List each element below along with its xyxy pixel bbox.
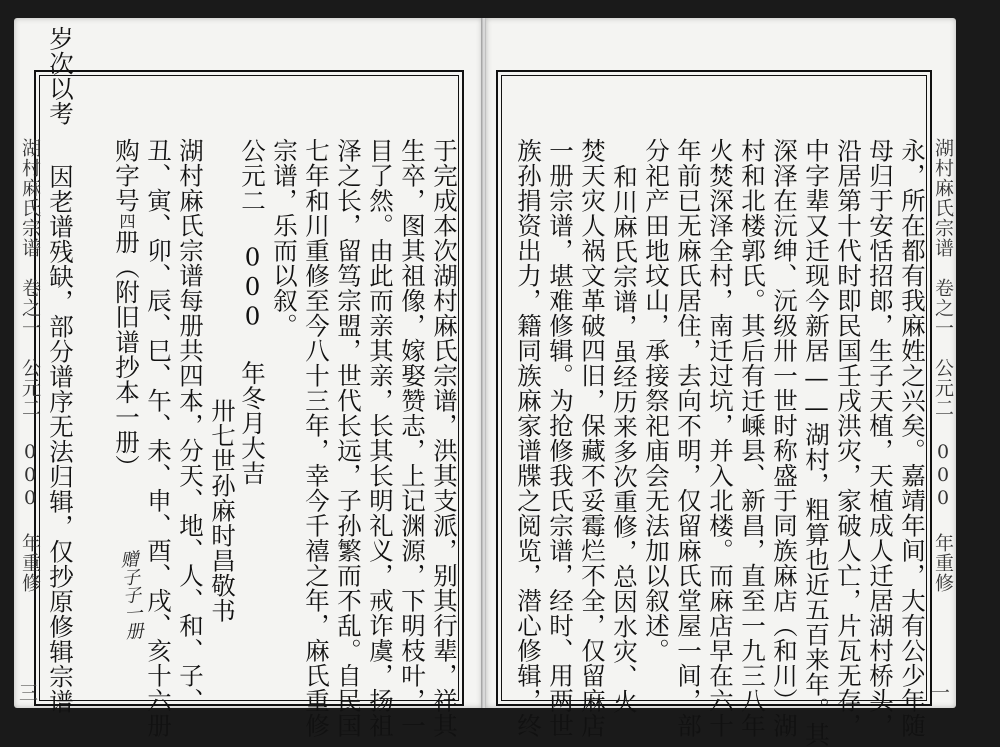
- text-column: 族孙捐资出力，籍同族麻家谱牒之阅览，潜心修辑，终: [514, 138, 543, 738]
- left-page: [14, 18, 482, 738]
- purchase-line: [114, 138, 139, 480]
- text-column: 火焚深泽全村，南迁过坑，并入北楼。而麻店早在六十: [706, 138, 735, 738]
- text-column: 和川麻氏宗谱，虽经历来多次重修，总因水灾、火: [610, 164, 639, 714]
- text-column: 中字辈又迁现今新居——湖村，粗算也近五百来年。其: [802, 138, 831, 747]
- text-column: 宗谱，乐而以叙。: [270, 138, 299, 338]
- text-column: 年前已无麻氏居住，去向不明，仅留麻氏堂屋一间，部: [674, 138, 703, 738]
- text-column: 深泽在沅绅、沅级卅一世时称盛于同族麻店（和川）湖: [770, 138, 799, 738]
- text-column: 分祀产田地坟山，承接祭祀庙会无法加以叙述。: [642, 138, 671, 663]
- purchase-number: 四: [117, 213, 136, 230]
- signature-line: 卅七世孙麻时昌敬书: [208, 398, 237, 623]
- text-column: 七年和川重修至今八十三年，幸今千禧之年，麻氏重修: [302, 138, 331, 738]
- text-column: 目了然。由此而亲其亲，长其长明礼义，戒诈虞，扬祖: [366, 138, 395, 738]
- year-note: 岁次以考: [46, 26, 75, 126]
- text-column: 母归于安恬招郎，生子天植，天植成人迁居湖村桥头，: [866, 138, 895, 738]
- text-column: 于完成本次湖村麻氏宗谱，洪其支派，别其行辈，祥其: [430, 138, 459, 738]
- text-column: 湖村麻氏宗谱每册共四本，分天、地、人、和、子、: [176, 138, 205, 713]
- purchase-label: 购字号: [112, 138, 141, 213]
- text-column: 沿居第十代时即民国壬戌洪灾，家破人亡，片瓦无存，: [834, 138, 863, 738]
- text-column: 村和北楼郭氏。其后有迁嵊县、新昌，直至一九三八年: [738, 138, 767, 738]
- right-page: [486, 18, 956, 747]
- folio-number: 一: [930, 682, 950, 704]
- text-column: 生卒，图其祖像，嫁娶赞志，上记渊源，下明枝叶，一: [398, 138, 427, 738]
- margin-header: 湖村麻氏宗谱 卷之一 公元二 000 年重修: [19, 138, 41, 593]
- margin-header: 湖村麻氏宗谱 卷之一 公元二 000 年重修: [932, 138, 954, 593]
- purchase-rest: 册（附旧谱抄本一册）: [112, 229, 141, 480]
- text-column: 永，所在都有我麻姓之兴矣。嘉靖年间，大有公少年随: [898, 138, 927, 738]
- text-column: 泽之长，留笃宗盟，世代长远，子孙繁而不乱。自民国: [334, 138, 363, 738]
- folio-number: 三: [19, 682, 39, 704]
- text-column: 一册宗谱，堪难修辑。为抢修我氏宗谱，经时、用两世: [546, 138, 575, 738]
- text-column: 因老谱残缺，部分谱序无法归辑，仅抄原修辑宗谱: [46, 164, 75, 714]
- right-text-frame: [496, 70, 932, 747]
- text-column: 焚天灾人祸文革破四旧，保藏不妥霉烂不全，仅留麻店: [578, 138, 607, 738]
- text-column: 丑、寅、卯、辰、巳、午、未、申、酉、戌、亥十六册: [144, 138, 173, 738]
- handwritten-note: 赠子子一册: [116, 549, 145, 641]
- date-line: 公元二 000 年冬月大吉: [238, 138, 267, 486]
- left-text-frame: [34, 26, 464, 738]
